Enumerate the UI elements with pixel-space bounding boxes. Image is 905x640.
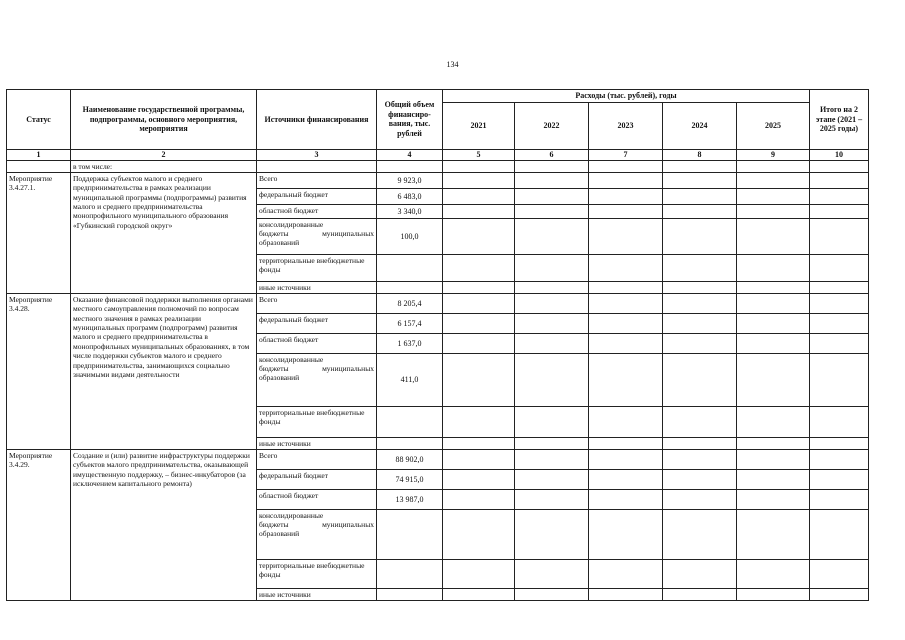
source-label: федеральный бюджет [257, 469, 377, 489]
header-year: 2024 [663, 102, 737, 149]
column-number-row [7, 149, 869, 160]
column-number: 7 [589, 149, 663, 160]
source-label: территориальные внебюджетные фонды [257, 559, 377, 588]
amount-regional: 13 987,0 [377, 489, 443, 509]
page-number: 134 [446, 60, 459, 69]
column-number: 6 [515, 149, 589, 160]
amount-consolidated [377, 509, 443, 559]
column-number: 8 [663, 149, 737, 160]
header-year: 2025 [737, 102, 810, 149]
measure-status: Мероприятие 3.4.27.1. [7, 172, 71, 293]
measure-name: Создание и (или) развитие инфраструктуры поддержки субъектов малого предпринимательства, оказывающей имущественную поддержку, – бизнес-инкубаторов (за исключением капитального ремонта) [71, 449, 257, 600]
source-label: иные источники [257, 437, 377, 449]
column-number: 9 [737, 149, 810, 160]
amount-consolidated: 411,0 [377, 353, 443, 406]
table-row [7, 293, 869, 313]
column-number: 4 [377, 149, 443, 160]
column-number: 10 [810, 149, 869, 160]
source-label: территориальные внебюджетные фонды [257, 254, 377, 281]
header-year: 2021 [443, 102, 515, 149]
source-label: территориальные внебюджетные фонды [257, 406, 377, 437]
source-label: Всего [257, 172, 377, 188]
amount-territorial [377, 406, 443, 437]
source-label: Всего [257, 293, 377, 313]
source-label: иные источники [257, 281, 377, 293]
source-label: областной бюджет [257, 204, 377, 218]
including-row [7, 160, 869, 172]
source-label: федеральный бюджет [257, 188, 377, 204]
header-year: 2023 [589, 102, 663, 149]
including-label: в том числе: [71, 160, 257, 172]
amount-other [377, 437, 443, 449]
header-name: Наименование государственной программы, подпрограммы, основного мероприятия, мероприятия [71, 90, 257, 150]
source-label: иные источники [257, 588, 377, 600]
table-row [7, 172, 869, 188]
amount-total: 8 205,4 [377, 293, 443, 313]
source-label: областной бюджет [257, 489, 377, 509]
amount-other [377, 588, 443, 600]
amount-federal: 74 915,0 [377, 469, 443, 489]
amount-other [377, 281, 443, 293]
measure-status: Мероприятие 3.4.28. [7, 293, 71, 449]
amount-regional: 1 637,0 [377, 333, 443, 353]
amount-territorial [377, 559, 443, 588]
measure-name: Поддержка субъектов малого и среднего предпринимательства в рамках реализации муниципальной программы (подпрограммы) развития малого и среднего предпринимательства монопрофильного муниципального образования «Губкинский городской округ» [71, 172, 257, 293]
column-number: 3 [257, 149, 377, 160]
source-label: областной бюджет [257, 333, 377, 353]
source-label-consolidated: консолидированные бюджеты муниципальных образований [257, 353, 377, 406]
amount-total: 88 902,0 [377, 449, 443, 469]
measure-name: Оказание финансовой поддержки выполнения органами местного самоуправления полномочий по вопросам местного значения в рамках реализации муниципальных программ (подпрограмм) развития малого и среднего предпринимательства в монопрофильных муниципальных образованиях, в том числе поддержки субъектов малого и среднего предпринимательства, занимающихся социально значимыми видами деятельности [71, 293, 257, 449]
financing-table [6, 89, 869, 601]
column-number: 2 [71, 149, 257, 160]
measure-status: Мероприятие 3.4.29. [7, 449, 71, 600]
amount-total: 9 923,0 [377, 172, 443, 188]
source-label: федеральный бюджет [257, 313, 377, 333]
amount-consolidated: 100,0 [377, 218, 443, 254]
table-row [7, 449, 869, 469]
header-expenses: Расходы (тыс. рублей), годы [443, 90, 810, 103]
header-year: 2022 [515, 102, 589, 149]
source-label-consolidated: консолидированные бюджеты муниципальных образований [257, 509, 377, 559]
source-label: Всего [257, 449, 377, 469]
source-label-consolidated: консолидированные бюджеты муниципальных образований [257, 218, 377, 254]
column-number: 5 [443, 149, 515, 160]
header-status: Статус [7, 90, 71, 150]
amount-territorial [377, 254, 443, 281]
column-number: 1 [7, 149, 71, 160]
amount-federal: 6 483,0 [377, 188, 443, 204]
amount-federal: 6 157,4 [377, 313, 443, 333]
header-sources: Источники финансирования [257, 90, 377, 150]
header-stage-total: Итого на 2 этапе (2021 – 2025 годы) [810, 90, 869, 150]
header-total: Общий объем финансиро-вания, тыс. рублей [377, 90, 443, 150]
amount-regional: 3 340,0 [377, 204, 443, 218]
